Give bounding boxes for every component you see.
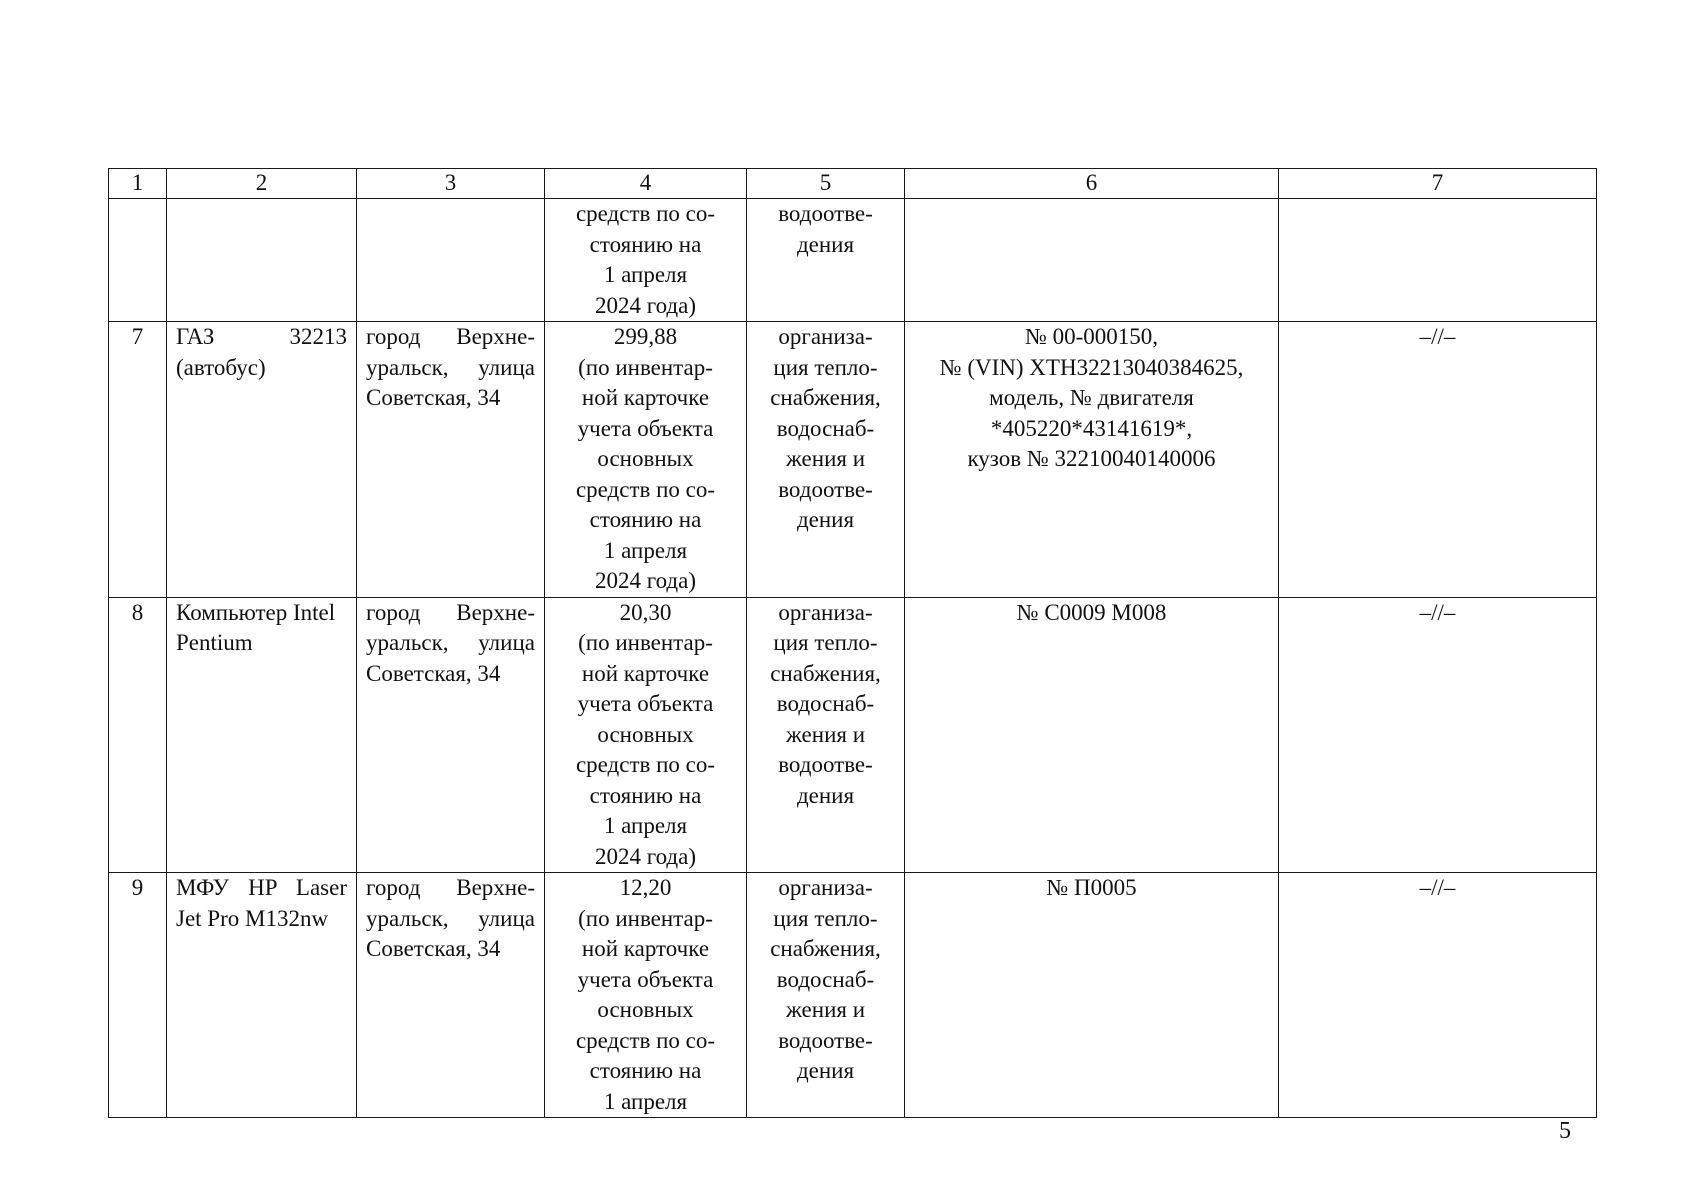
row-number-cell: 7: [109, 322, 167, 598]
details-cell: № 00-000150, № (VIN) XTH32213040384625, модель, № двигателя *405220*43141619*, кузов № 32210040140006: [905, 322, 1279, 598]
empty-cell: [357, 199, 545, 322]
page-number: 5: [1559, 1118, 1571, 1144]
note-cell: –//–: [1279, 322, 1597, 598]
note-cell: –//–: [1279, 597, 1597, 873]
row-number-cell: 8: [109, 597, 167, 873]
column-number-row: [109, 169, 1597, 199]
table-row: [109, 873, 1597, 1118]
column-number: 6: [905, 169, 1279, 199]
column-number: 4: [545, 169, 747, 199]
empty-cell: [905, 199, 1279, 322]
empty-cell: [167, 199, 357, 322]
purpose-cell: организа- ция тепло- снабжения, водоснаб- жения и водоотве- дения: [747, 597, 905, 873]
value-cell: 20,30 (по инвентар- ной карточке учета объекта основных средств по со- стоянию на 1 апреля 2024 года): [545, 597, 747, 873]
column-number: 1: [109, 169, 167, 199]
address-cell: город Верхне-уральск, улица Советская, 34: [357, 873, 545, 1118]
name-cell: Компьютер Intel Pentium: [167, 597, 357, 873]
value-cell: 12,20 (по инвентар- ной карточке учета объекта основных средств по со- стоянию на 1 апреля: [545, 873, 747, 1118]
details-cell: № С0009 М008: [905, 597, 1279, 873]
purpose-cell: организа- ция тепло- снабжения, водоснаб- жения и водоотве- дения: [747, 873, 905, 1118]
empty-cell: [109, 199, 167, 322]
value-cell: 299,88 (по инвентар- ной карточке учета объекта основных средств по со- стоянию на 1 апреля 2024 года): [545, 322, 747, 598]
purpose-continuation-cell: водоотве- дения: [747, 199, 905, 322]
property-table: [108, 168, 1597, 1118]
name-cell: ГАЗ 32213 (автобус): [167, 322, 357, 598]
column-number: 2: [167, 169, 357, 199]
row-number-cell: 9: [109, 873, 167, 1118]
details-cell: № П0005: [905, 873, 1279, 1118]
address-cell: город Верхне-уральск, улица Советская, 34: [357, 597, 545, 873]
table-row: [109, 322, 1597, 598]
value-continuation-cell: средств по со- стоянию на 1 апреля 2024 года): [545, 199, 747, 322]
purpose-cell: организа- ция тепло- снабжения, водоснаб- жения и водоотве- дения: [747, 322, 905, 598]
continuation-row: [109, 199, 1597, 322]
table-row: [109, 597, 1597, 873]
column-number: 3: [357, 169, 545, 199]
column-number: 5: [747, 169, 905, 199]
note-cell: –//–: [1279, 873, 1597, 1118]
name-cell: МФУ HP Laser Jet Pro M132nw: [167, 873, 357, 1118]
address-cell: город Верхне-уральск, улица Советская, 34: [357, 322, 545, 598]
empty-cell: [1279, 199, 1597, 322]
column-number: 7: [1279, 169, 1597, 199]
